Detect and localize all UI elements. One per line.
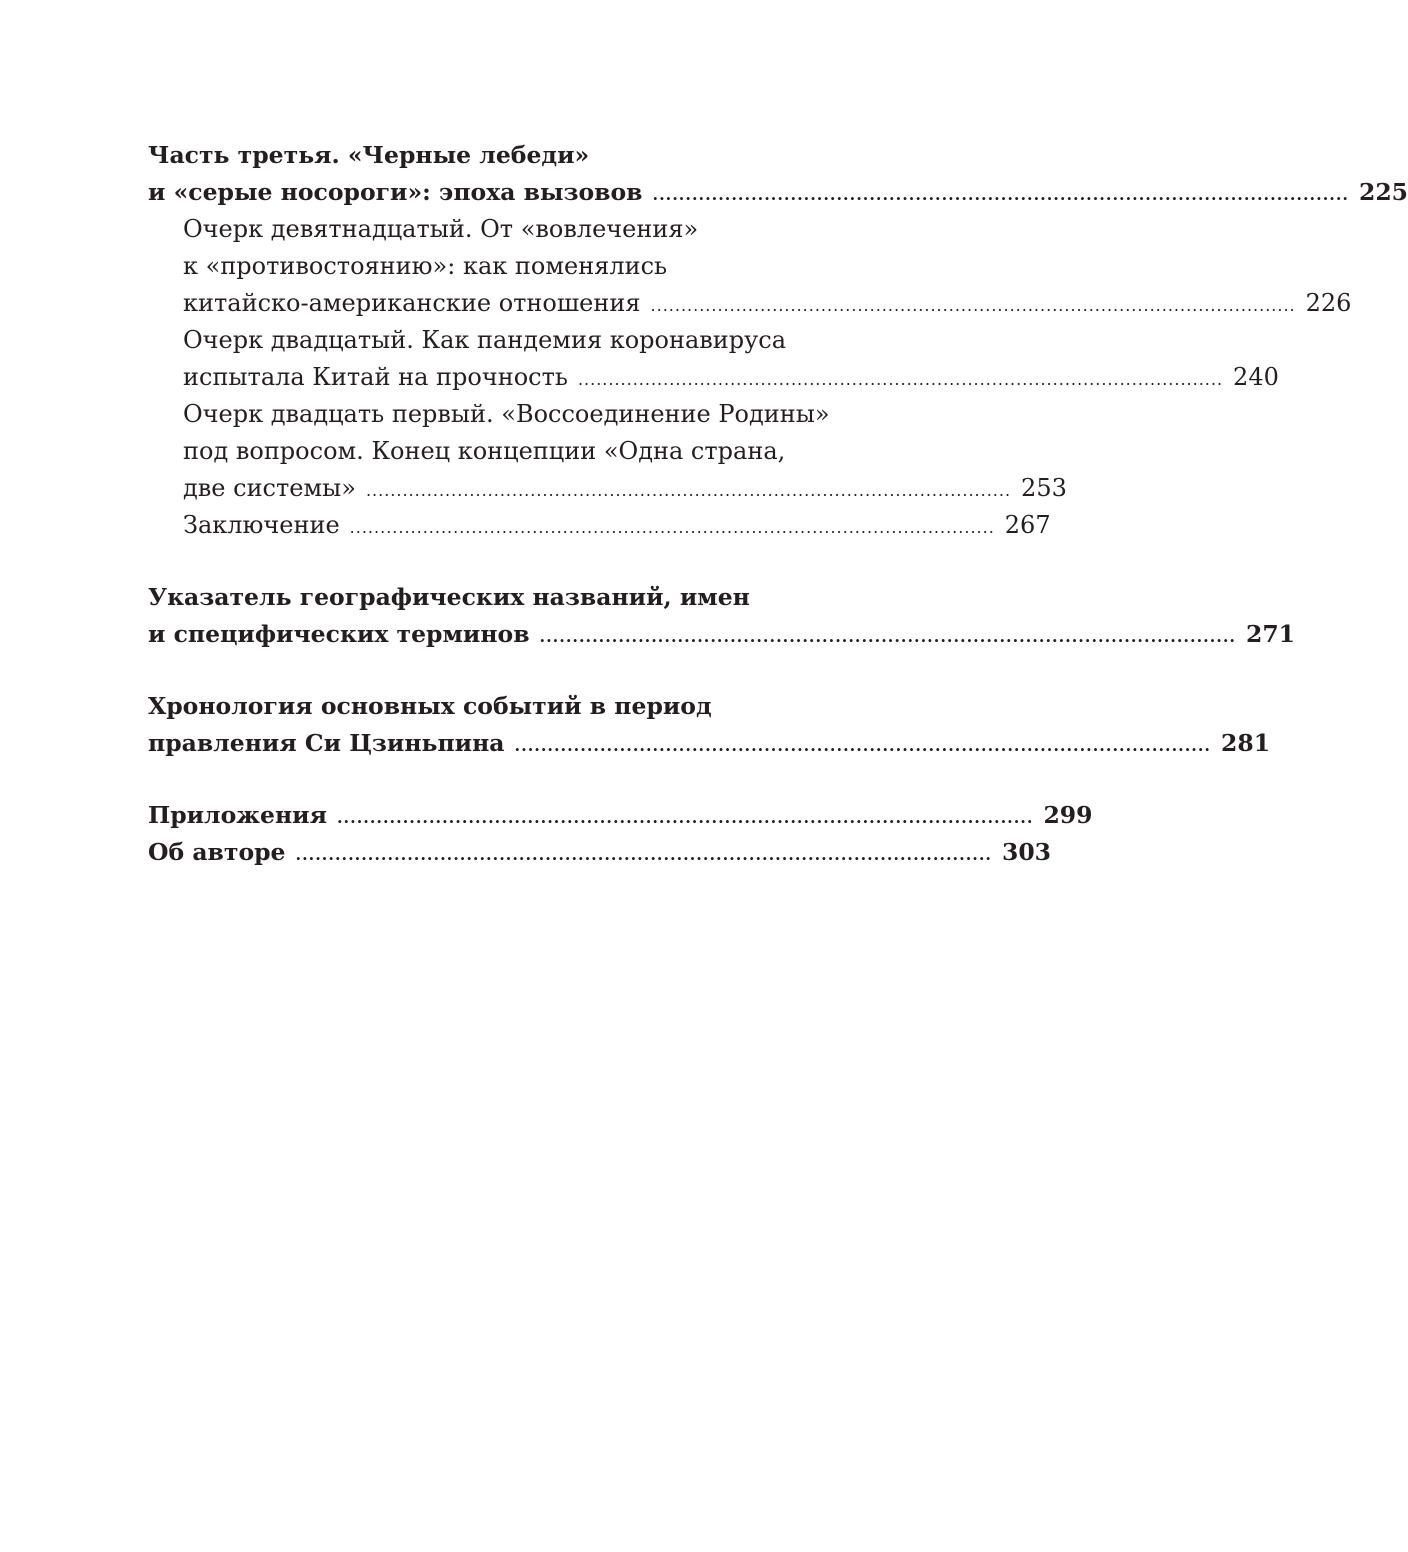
- toc-entry-index[interactable]: [148, 579, 1296, 653]
- toc-entry-title: Очерк двадцатый. Как пандемия коронавируса: [183, 326, 787, 354]
- dot-leader: ..........................................................................................................: [650, 296, 1296, 315]
- dot-leader: ..........................................................................................................: [577, 370, 1224, 389]
- toc-entry-title: Заключение: [183, 511, 340, 539]
- toc-entry-title: Приложения: [148, 801, 327, 829]
- toc-entry-title: к «противостоянию»: как поменялись: [183, 252, 668, 280]
- toc-entry-title: две системы»: [183, 474, 356, 502]
- toc-page-number: 226: [1305, 289, 1352, 317]
- dot-leader: ..........................................................................................................: [652, 185, 1349, 204]
- dot-leader: ..........................................................................................................: [295, 845, 992, 864]
- toc-entry-title: Часть третья. «Черные лебеди»: [148, 141, 590, 169]
- toc-entry-title: Указатель географических названий, имен: [148, 583, 750, 611]
- toc-entry-essay-21[interactable]: [148, 396, 1067, 507]
- toc-entry-chronology[interactable]: [148, 688, 1271, 762]
- toc-entry-title: Хронология основных событий в период: [148, 692, 712, 720]
- toc-page-number: 299: [1043, 801, 1093, 829]
- toc-entry-essay-20[interactable]: [148, 322, 1279, 396]
- toc-entry-about-author[interactable]: [148, 834, 1052, 871]
- dot-leader: ..........................................................................................................: [349, 518, 995, 537]
- toc-entry-title: Очерк двадцать первый. «Воссоединение Родины»: [183, 400, 830, 428]
- dot-leader: ..........................................................................................................: [336, 808, 1034, 827]
- dot-leader: ..........................................................................................................: [514, 736, 1211, 755]
- toc-entry-title: и «серые носороги»: эпоха вызовов: [148, 178, 643, 206]
- toc-page-number: 271: [1245, 620, 1296, 648]
- toc-page-number: 225: [1358, 178, 1408, 206]
- toc-entry-title: Очерк девятнадцатый. От «вовлечения»: [183, 215, 699, 243]
- toc-entry-title: правления Си Цзиньпина: [148, 729, 505, 757]
- toc-entry-title: Об авторе: [148, 838, 286, 866]
- toc-entry-essay-19[interactable]: [148, 211, 1352, 322]
- toc-page-number: 253: [1021, 474, 1067, 502]
- toc-entry-title: испытала Китай на прочность: [183, 363, 568, 391]
- toc-entry-appendices[interactable]: [148, 797, 1093, 834]
- toc-page-number: 240: [1233, 363, 1279, 391]
- toc-entry-title: китайско-американские отношения: [183, 289, 641, 317]
- toc-entry-title: под вопросом. Конец концепции «Одна страна,: [183, 437, 786, 465]
- table-of-contents: [148, 137, 1408, 871]
- toc-entry-part-three[interactable]: [148, 137, 1408, 211]
- dot-leader: ..........................................................................................................: [365, 481, 1012, 500]
- dot-leader: ..........................................................................................................: [539, 627, 1236, 646]
- toc-entry-conclusion[interactable]: [148, 507, 1051, 544]
- toc-page-number: 281: [1221, 729, 1271, 757]
- toc-page-number: 303: [1001, 838, 1052, 866]
- toc-page-number: 267: [1004, 511, 1051, 539]
- toc-entry-title: и специфических терминов: [148, 620, 530, 648]
